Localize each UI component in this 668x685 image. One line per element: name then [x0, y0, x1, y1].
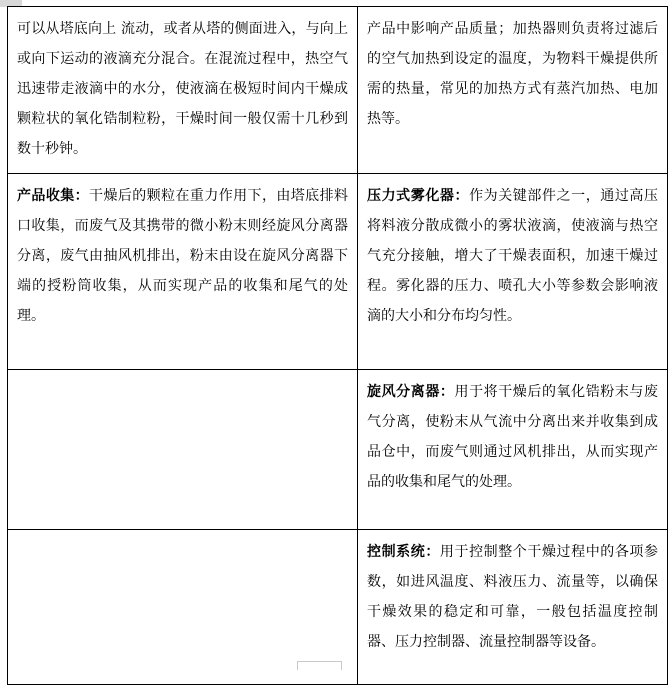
- cell-term-label: 产品收集：: [17, 188, 90, 204]
- table-cell-row1-right: [358, 7, 668, 174]
- cell-paragraph: [367, 537, 658, 657]
- content-table: [7, 6, 668, 685]
- cell-body-text: 用于控制整个干燥过程中的各项参数，如进风温度、料液压力、流量等，以确保干燥效果的稳定和可靠，一般包括温度控制器、压力控制器、流量控制器等设备。: [367, 544, 659, 650]
- cell-paragraph: [367, 377, 658, 497]
- cell-term-label: 旋风分离器：: [367, 384, 455, 400]
- cell-paragraph: [17, 181, 348, 331]
- cell-paragraph: [367, 181, 658, 331]
- table-cell-row2-right: [358, 174, 668, 370]
- cell-paragraph: [17, 14, 348, 164]
- cell-paragraph: [367, 14, 658, 134]
- cell-body-text: 用于将干燥后的氧化锆粉末与废气分离，使粉末从气流中分离出来并收集到成品仓中，而废气则通过风机排出，从而实现产品的收集和尾气的处理。: [367, 384, 659, 490]
- cell-body-text: 产品中影响产品质量；加热器则负责将过滤后的空气加热到设定的温度，为物料干燥提供所需的热量，常见的加热方式有蒸汽加热、电加热等。: [367, 21, 658, 127]
- table-body: [8, 7, 668, 685]
- cell-body-text: 作为关键部件之一，通过高压将料液分散成微小的雾状液滴，使液滴与热空气充分接触，增大了干燥表面积，加速干燥过程。雾化器的压力、喷孔大小等参数会影响液滴的大小和分布均匀性。: [367, 188, 659, 324]
- table-cell-row3-right: [358, 370, 668, 530]
- cell-term-label: 控制系统：: [367, 544, 440, 560]
- page-edge-artifact-bottom: [297, 661, 342, 670]
- cell-body-text: 干燥后的颗粒在重力作用下，由塔底排料口收集，而废气及其携带的微小粉末则经旋风分离器分离，废气由抽风机排出，粉末由设在旋风分离器下端的授粉筒收集，从而实现产品的收集和尾气的处理。: [17, 188, 349, 324]
- cell-term-label: 压力式雾化器：: [367, 188, 470, 204]
- table-row: [8, 174, 668, 370]
- table-row: [8, 370, 668, 530]
- table-cell-row4-right: [358, 530, 668, 685]
- cell-body-text: 可以从塔底向上 流动，或者从塔的侧面进入，与向上或向下运动的液滴充分混合。在混流过程中，热空气迅速带走液滴中的水分，使液滴在极短时间内干燥成颗粒状的氧化锆制粒粉，干燥时间一般仅需十几秒到数十秒钟。: [17, 21, 348, 157]
- table-cell-row1-left: [8, 7, 358, 174]
- table-cell-row3-left-empty: [8, 370, 358, 530]
- table-row: [8, 7, 668, 174]
- table-cell-row2-left: [8, 174, 358, 370]
